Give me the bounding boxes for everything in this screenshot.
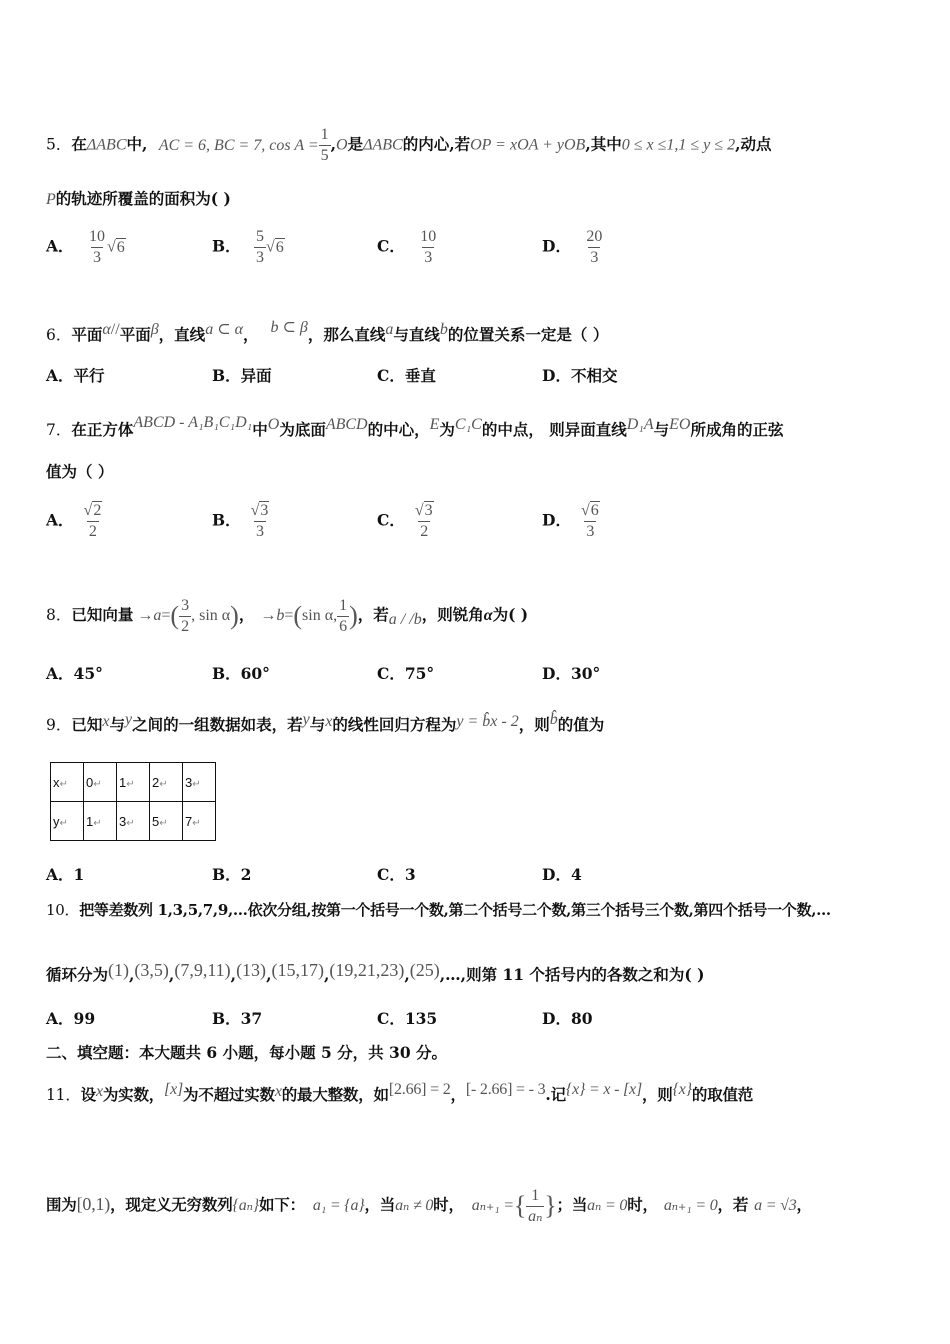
q11-condition-2: aₙ = 0: [587, 1197, 628, 1214]
q10-number: 10．: [46, 901, 80, 919]
fraction-numerator: √3: [414, 502, 433, 519]
q9-var-x: x: [102, 713, 110, 730]
q6-line-b: b: [439, 321, 448, 338]
option-label: D．: [542, 510, 571, 530]
q7-text: 的中心，: [367, 420, 430, 439]
q10-group: (19,21,23): [329, 960, 405, 980]
return-mark: ↵: [59, 778, 68, 790]
option-fraction: [254, 228, 266, 267]
q10-comma: ,: [168, 965, 175, 984]
section-heading: [46, 1043, 447, 1063]
q11-recurrence-lhs: aₙ₊₁ =: [471, 1197, 514, 1214]
q8-a-fraction: [179, 597, 191, 636]
q11-text: ，: [450, 1085, 466, 1104]
q8-text: ，则锐角: [421, 605, 484, 624]
q9-text: 的值为: [557, 715, 605, 734]
cell-value: y: [53, 813, 60, 829]
cell-value: 3: [185, 774, 193, 790]
option-fraction: [584, 228, 604, 267]
option-label: B．: [212, 865, 241, 884]
q11-range: [0,1): [76, 1194, 111, 1214]
q7-option-d[interactable]: [542, 502, 602, 541]
q9-number: 9．: [46, 716, 72, 734]
option-text: 3: [404, 865, 416, 884]
q9-var-x: x: [325, 713, 333, 730]
option-label: B．: [212, 664, 241, 683]
q8-text: ，: [238, 605, 255, 624]
option-label: A．: [46, 366, 74, 385]
q11-example-2: [- 2.66] = - 3: [465, 1081, 546, 1098]
q5-cos-fraction: [319, 126, 331, 165]
option-text: 2: [240, 865, 252, 884]
option-text: 135: [404, 1009, 438, 1028]
q6-subset-b: b ⊂ β: [270, 319, 308, 336]
q9-line1: [46, 710, 604, 735]
return-mark: ↵: [126, 817, 135, 829]
q9-option-a[interactable]: [46, 865, 84, 885]
q6-text: 的位置关系一定是（ ）: [447, 325, 609, 344]
option-text: 异面: [240, 366, 272, 385]
q9-var-y: y: [125, 711, 133, 728]
fraction-numerator: 5: [256, 228, 265, 245]
fraction-denominator: 2: [88, 523, 97, 540]
q7-text: 的中点， 则异面直线: [481, 420, 627, 439]
q10-group: (1): [108, 960, 130, 980]
option-label: C．: [377, 664, 405, 683]
q11-text: ，: [796, 1195, 812, 1214]
return-mark: ↵: [192, 778, 201, 790]
q5-text: ,其中: [585, 134, 622, 154]
q7-edge-cc: C₁C: [454, 416, 482, 433]
q11-text: 为不超过实数: [183, 1085, 275, 1104]
table-cell: [150, 763, 183, 802]
fraction-numerator: √3: [250, 502, 269, 519]
option-text: 平行: [73, 366, 105, 385]
return-mark: ↵: [159, 817, 168, 829]
q11-text: 如下：: [259, 1195, 305, 1214]
table-cell: [51, 763, 84, 802]
q10-text: ,…,则第 11 个括号内的各数之和为( ): [439, 965, 705, 984]
q6-number: 6．: [46, 326, 72, 344]
return-mark: ↵: [93, 778, 102, 790]
fraction-denominator: aₙ: [528, 1207, 543, 1225]
q6-text: 平面: [71, 325, 103, 344]
q10-option-a[interactable]: [46, 1009, 95, 1029]
fraction-numerator: 20: [586, 228, 603, 245]
cell-value: 3: [119, 813, 127, 829]
q6-line-a: a: [385, 321, 394, 338]
table-cell: [117, 763, 150, 802]
q11-text: .记: [545, 1085, 566, 1104]
return-mark: ↵: [192, 817, 201, 829]
q6-beta: β: [150, 321, 159, 338]
q10-line1: [46, 900, 831, 920]
fraction-numerator: 1: [320, 126, 329, 143]
option-text: 45°: [73, 664, 103, 683]
q8-option-a[interactable]: [46, 664, 103, 684]
q11-text: ，现定义无穷数列: [110, 1195, 233, 1214]
q11-line1: [46, 1080, 753, 1105]
q5-line2: [46, 189, 231, 210]
option-text: 75°: [404, 664, 435, 683]
q6-text: ，那么直线: [307, 325, 386, 344]
q7-point-o: O: [267, 416, 280, 433]
q5-option-d[interactable]: [542, 228, 604, 267]
q10-comma: ,: [129, 965, 135, 984]
q5-text: ,: [330, 134, 337, 154]
q8-number: 8．: [46, 606, 72, 624]
q5-text: ,动点: [735, 134, 772, 154]
cell-value: 5: [152, 813, 160, 829]
q10-option-b[interactable]: [212, 1009, 262, 1029]
radicand: 6: [590, 502, 599, 519]
table-cell: [84, 802, 117, 841]
q6-option-d[interactable]: [542, 366, 617, 386]
option-label: C．: [377, 366, 405, 385]
q7-line-eo: EO: [669, 416, 691, 433]
option-label: D．: [542, 366, 571, 385]
q11-example-1: [2.66] = 2: [388, 1081, 451, 1098]
cell-value: 7: [185, 813, 193, 829]
vector-a-letter: a: [153, 607, 162, 624]
q11-a1: a₁ = {a}: [312, 1197, 365, 1214]
q6-option-a[interactable]: [46, 366, 105, 386]
fraction-numerator: 10: [88, 228, 105, 245]
table-cell: [84, 763, 117, 802]
option-radical: √6: [106, 238, 125, 256]
option-text: 60°: [240, 664, 270, 683]
q5-line1: [46, 126, 771, 165]
q11-text: 时，: [627, 1195, 658, 1214]
option-label: B．: [212, 510, 241, 530]
option-label: A．: [46, 1009, 74, 1028]
left-paren: (: [170, 601, 180, 630]
option-label: C．: [377, 1009, 405, 1028]
q5-text: 中,: [126, 134, 148, 154]
q8-vector-a: →a: [137, 607, 162, 624]
option-label: D．: [542, 1009, 571, 1028]
q10-option-c[interactable]: [377, 1009, 437, 1029]
q5-option-c[interactable]: [377, 228, 438, 267]
q5-condition: AC = 6, BC = 7, cos A =: [158, 136, 319, 154]
q10-line2: [46, 960, 705, 985]
q11-var-x: x: [274, 1083, 282, 1100]
option-label: A．: [46, 865, 74, 884]
q5-number: 5．: [46, 135, 72, 154]
option-text: 30°: [570, 664, 601, 683]
q9-bhat: b̂: [549, 711, 558, 728]
q11-recurrence-fraction: [526, 1187, 544, 1226]
q10-text: 循环分为: [46, 965, 109, 984]
q11-condition-1: aₙ ≠ 0: [395, 1197, 434, 1214]
q7-line2: [46, 462, 113, 482]
fraction-denominator: 2: [420, 523, 429, 540]
fraction-denominator: 6: [339, 617, 348, 635]
q8-condition: a / /b: [388, 611, 422, 628]
q10-comma: ,: [230, 965, 237, 984]
fraction-numerator: 1: [531, 1186, 540, 1204]
table-cell: [117, 802, 150, 841]
q6-option-b[interactable]: [212, 366, 272, 386]
fraction-denominator: 3: [586, 523, 595, 540]
q7-text: 所成角的正弦: [690, 420, 784, 439]
fraction-denominator: 3: [92, 249, 101, 266]
q6-line1: [46, 318, 608, 345]
q9-option-b[interactable]: [212, 865, 251, 885]
q7-text: 在正方体: [71, 420, 134, 439]
q11-text: 时，: [433, 1195, 464, 1214]
q7-cube: ABCD - A₁B₁C₁D₁: [133, 414, 253, 431]
option-fraction: [82, 502, 105, 541]
radicand: 3: [424, 502, 433, 519]
q6-alpha: α: [102, 321, 111, 338]
q10-group: (7,9,11): [174, 960, 231, 980]
q8-equals: =: [284, 607, 294, 624]
q11-text: ，当: [364, 1195, 396, 1214]
q10-group: (13): [236, 960, 267, 980]
table-cell: [183, 802, 216, 841]
q9-text: 与: [109, 715, 126, 734]
fraction-numerator: 10: [420, 228, 437, 245]
return-mark: ↵: [59, 817, 68, 829]
cell-value: 0: [86, 774, 94, 790]
q6-parallel: //: [110, 321, 120, 338]
option-fraction: [249, 502, 272, 541]
cell-value: 1: [86, 813, 94, 829]
section-title: 二、填空题：本大题共 6 小题，每小题 5 分，共 30 分。: [46, 1043, 448, 1062]
option-label: A．: [46, 510, 74, 530]
option-label: B．: [212, 366, 241, 385]
q10-option-d[interactable]: [542, 1009, 593, 1029]
option-label: D．: [542, 236, 571, 256]
cell-value: 2: [152, 774, 160, 790]
fraction-denominator: 3: [590, 249, 599, 266]
q11-zero-case: aₙ₊₁ = 0: [663, 1197, 718, 1214]
q8-b-fraction: [337, 597, 349, 636]
option-label: B．: [212, 1009, 241, 1028]
fraction-denominator: 5: [320, 147, 329, 164]
q7-text: 为: [439, 420, 455, 439]
fraction-numerator: 3: [181, 596, 190, 614]
cell-value: 1: [119, 774, 127, 790]
option-text: 4: [570, 865, 582, 884]
radicand: 3: [260, 502, 269, 519]
q9-data-table: [50, 762, 216, 841]
q10-comma: ,: [404, 965, 410, 984]
right-brace: }: [544, 1191, 557, 1220]
option-text: 垂直: [404, 366, 436, 385]
q9-regression-equation: y = b̂x - 2: [456, 713, 519, 730]
q5-triangle: ΔABC: [86, 136, 127, 154]
q8-text: 已知向量: [71, 605, 134, 624]
return-mark: ↵: [93, 817, 102, 829]
q10-comma: ,: [266, 965, 272, 984]
option-radical: √6: [266, 238, 284, 256]
option-text: 不相交: [570, 366, 618, 385]
q8-vector-b: →b: [260, 607, 285, 624]
q5-point-p: P: [46, 191, 56, 208]
option-label: A．: [46, 664, 74, 683]
option-text: 80: [570, 1009, 593, 1028]
table-cell: [51, 802, 84, 841]
q5-text: 在: [71, 134, 87, 154]
q7-number: 7．: [46, 421, 72, 439]
q7-text: 与: [653, 420, 670, 439]
q10-group: (3,5): [134, 960, 169, 980]
q7-line1: [46, 413, 783, 440]
q9-text: 之间的一组数据如表，若: [132, 715, 303, 734]
q8-option-d[interactable]: [542, 664, 600, 684]
q9-text: 的线性回归方程为: [332, 715, 457, 734]
q10-group: (15,17): [271, 960, 324, 980]
q5-point-o: O: [336, 136, 348, 154]
option-fraction: [579, 502, 602, 541]
q11-text: 设: [80, 1085, 96, 1104]
q7-text: 值为（ ）: [46, 462, 114, 481]
q9-text: 已知: [71, 715, 103, 734]
return-mark: ↵: [159, 778, 168, 790]
q11-number: 11．: [46, 1086, 81, 1104]
q11-sequence: {aₙ}: [232, 1197, 259, 1214]
q10-comma: ,: [323, 965, 330, 984]
table-row: [51, 802, 216, 841]
option-label: D．: [542, 865, 571, 884]
radicand: 6: [275, 238, 284, 256]
fraction-denominator: 2: [181, 617, 190, 635]
q11-fractional-part: {x}: [672, 1081, 692, 1098]
q6-text: ，: [243, 325, 259, 344]
q7-line-da: D₁A: [626, 416, 654, 433]
q7-text: 中: [252, 420, 268, 439]
q11-text: ；当: [556, 1195, 588, 1214]
q8-a-rest: , sin α: [191, 607, 231, 624]
q8-b-first: sin α,: [302, 607, 338, 624]
q5-triangle: ΔABC: [363, 136, 403, 154]
q6-text: ，直线: [158, 325, 206, 344]
option-text: 37: [240, 1009, 263, 1028]
q10-text: 把等差数列 1,3,5,7,9,…依次分组,按第一个括号一个数,第二个括号二个数,第三个括号三个数,第四个括号一个数,…: [79, 901, 831, 919]
q9-text: 与: [309, 715, 326, 734]
q6-option-c[interactable]: [377, 366, 436, 386]
q6-subset-a: a ⊂ α: [205, 321, 243, 338]
option-text: 1: [73, 865, 85, 884]
q10-group: (25): [409, 960, 440, 980]
q5-text: 是: [347, 134, 364, 154]
q5-option-b[interactable]: [212, 228, 285, 267]
q5-text: 的轨迹所覆盖的面积为( ): [55, 189, 231, 208]
q11-line2: [46, 1182, 812, 1228]
option-fraction: [87, 228, 107, 267]
q8-equals: =: [161, 607, 171, 624]
q7-option-c[interactable]: [377, 502, 436, 541]
q8-text: 为( ): [492, 605, 529, 624]
q9-option-c[interactable]: [377, 865, 416, 885]
fraction-denominator: 3: [256, 249, 265, 266]
q8-text: ，若: [357, 605, 389, 624]
q7-base: ABCD: [325, 416, 368, 433]
q11-text: ，若: [717, 1195, 749, 1214]
q9-option-d[interactable]: [542, 865, 582, 885]
option-fraction: [413, 502, 436, 541]
q11-var-x: x: [95, 1083, 103, 1100]
q8-option-b[interactable]: [212, 664, 270, 684]
q8-line1: [46, 590, 528, 645]
fraction-denominator: 3: [256, 523, 264, 540]
q11-floor: [x]: [164, 1081, 184, 1098]
q5-text: 的内心,若: [402, 134, 471, 154]
fraction-numerator: √2: [83, 502, 102, 519]
table-cell: [183, 763, 216, 802]
q11-text: 的取值范: [691, 1085, 754, 1104]
q6-text: 与直线: [393, 325, 440, 344]
q8-alpha: α: [483, 607, 493, 624]
table-row: [51, 763, 216, 802]
option-label: C．: [377, 865, 405, 884]
q11-text: 为实数，: [102, 1085, 165, 1104]
option-label: D．: [542, 664, 571, 683]
q7-text: 为底面: [279, 420, 326, 439]
q9-text: ，则: [518, 715, 550, 734]
q11-definition: {x} = x - [x]: [565, 1081, 642, 1098]
option-label: C．: [377, 236, 405, 256]
q5-range: 0 ≤ x ≤1,1 ≤ y ≤ 2: [621, 136, 736, 154]
right-paren: ): [230, 601, 239, 630]
q11-text: 围为: [46, 1195, 77, 1214]
table-cell: [150, 802, 183, 841]
q11-text: 的最大整数，如: [281, 1085, 389, 1104]
q11-text: ，则: [641, 1085, 673, 1104]
return-mark: ↵: [126, 778, 135, 790]
option-fraction: [418, 228, 438, 267]
vector-b-letter: b: [276, 607, 285, 624]
q7-point-e: E: [429, 416, 440, 433]
cell-value: x: [53, 774, 60, 790]
q6-text: 平面: [119, 325, 151, 344]
fraction-numerator: 1: [339, 596, 348, 614]
q9-var-y: y: [302, 711, 310, 728]
right-paren: ): [349, 601, 358, 630]
q11-a-value: a = √3: [754, 1197, 797, 1214]
q5-option-a[interactable]: [46, 228, 126, 267]
radicand: 6: [116, 238, 125, 256]
left-brace: {: [513, 1191, 527, 1220]
option-text: 99: [73, 1009, 96, 1028]
option-label: B．: [212, 236, 241, 256]
fraction-numerator: √6: [580, 502, 599, 519]
fraction-denominator: 3: [424, 249, 433, 266]
left-paren: (: [293, 601, 303, 630]
option-label: C．: [377, 510, 405, 530]
q7-option-a[interactable]: [46, 502, 104, 541]
q8-option-c[interactable]: [377, 664, 434, 684]
option-label: A．: [46, 236, 74, 256]
q5-vector-equation: OP = xOA + yOB: [470, 136, 586, 154]
radicand: 2: [93, 502, 102, 519]
q7-option-b[interactable]: [212, 502, 271, 541]
